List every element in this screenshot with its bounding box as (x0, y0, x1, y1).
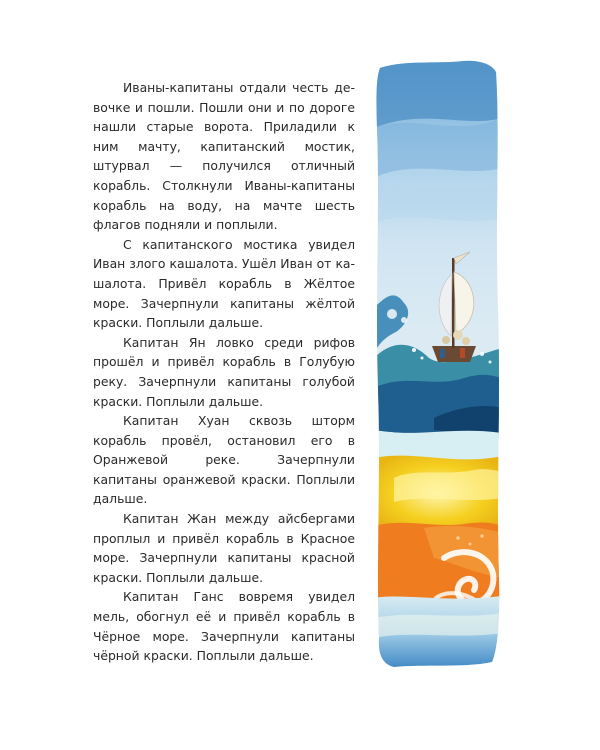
watercolor-illustration (374, 58, 502, 670)
paragraph-6: Капитан Ганс вовремя увидел мель, обогнул её и привёл корабль в Чёрное море. Зачерпнули капитаны чёрной краски. Поплыли дальше. (93, 589, 355, 664)
paragraph-5: Капитан Жан между айсбергами проплыл и привёл корабль в Красное море. Зачерпнули капитаны красной краски. Поплыли дальше. (93, 511, 355, 585)
paragraph-2: С капитанского мостика увидел Иван злого кашалота. Ушёл Иван от кашалота. Привёл корабль в Жёлтое море. Зачерпнули капитаны жёлтой краски. Поплыли дальше. (93, 236, 355, 331)
paragraph-3: Капитан Ян ловко среди рифов прошёл и привёл корабль в Голубую реку. Зачерпнули капитаны голубой краски. Поплыли дальше. (93, 334, 355, 409)
paragraph-4: Капитан Хуан сквозь шторм корабль провёл, остановил его в Оранжевой реке. Зачерпнули капитаны оранжевой краски. Поплыли дальше. (93, 413, 355, 507)
story-text (93, 78, 355, 666)
ship-waves-artwork (374, 58, 502, 670)
paragraph-1: Иваны-капитаны отдали честь девочке и пошли. Пошли они и по дороге нашли старые ворота. Приладили к ним мачту, капитанский мостик, штурвал — получился отличный корабль. Столкнули Иваны-капитаны корабль на воду, на мачте шесть флагов подняли и поплыли. (93, 80, 355, 233)
